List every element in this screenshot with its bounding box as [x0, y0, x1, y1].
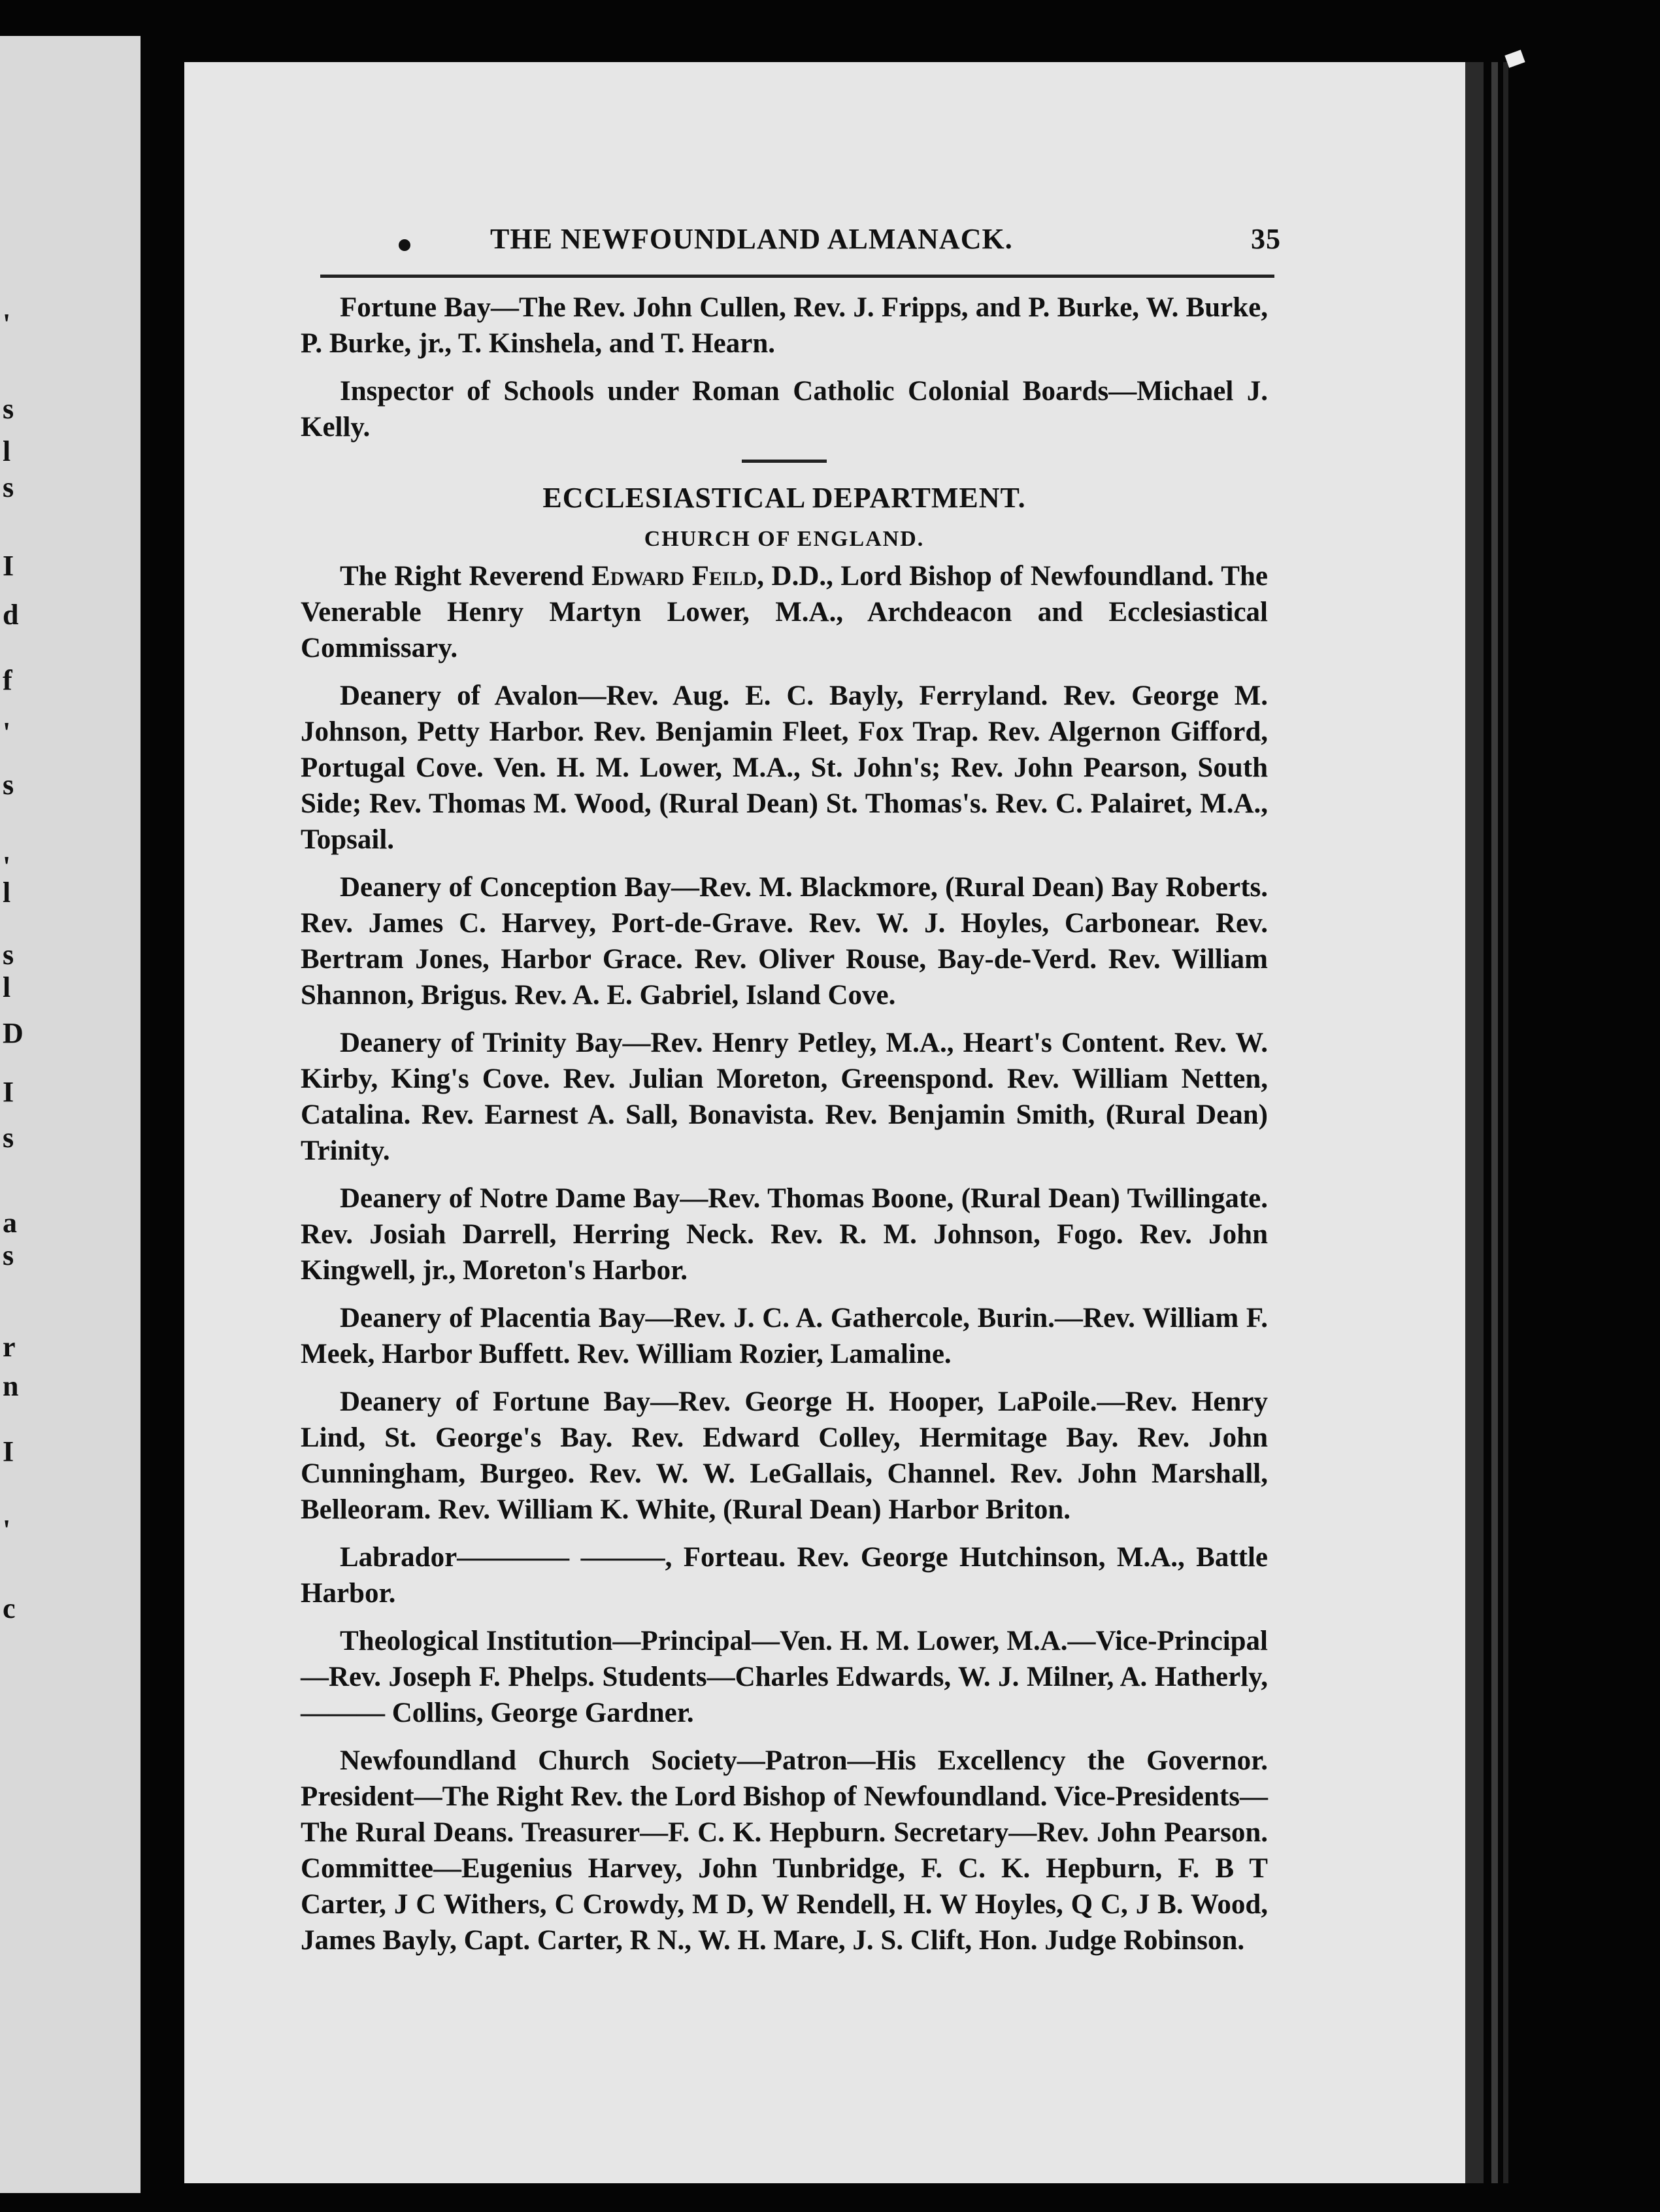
- section-subheading: CHURCH OF ENGLAND.: [644, 527, 925, 551]
- margin-glyph: l: [3, 877, 11, 909]
- page-edge: [1465, 62, 1484, 2183]
- margin-glyph: f: [3, 664, 12, 696]
- margin-glyph: ': [3, 1514, 11, 1546]
- deanery-notre-dame-bay: Deanery of Notre Dame Bay—Rev. Thomas Boone, (Rural Dean) Twillingate. Rev. Josiah Darrell, Herring Neck. Rev. R. M. Johnson, Fogo. Rev. John Kingwell, jr., Moreton's Harbor.: [301, 1183, 1268, 1286]
- section-divider: [742, 460, 827, 463]
- deanery-avalon: Deanery of Avalon—Rev. Aug. E. C. Bayly, Ferryland. Rev. George M. Johnson, Petty Harbor. Rev. Benjamin Fleet, Fox Trap. Rev. Algernon Gifford, Portugal Cove. Ven. H. M. Lower, M.A., St. John's; Rev. John Pearson, South Side; Rev. Thomas M. Wood, (Rural Dean) St. Thomas's. Rev. C. Palairet, M.A., Topsail.: [301, 680, 1268, 855]
- theological-institution-paragraph: Theological Institution—Principal—Ven. H. M. Lower, M.A.—Vice-Principal—Rev. Joseph F. Phelps. Students—Charles Edwards, W. J. Milner, A. Hatherly, ——— Collins, George Gardner.: [301, 1626, 1268, 1728]
- header-bullet: [399, 239, 410, 251]
- deanery-fortune-bay: Deanery of Fortune Bay—Rev. George H. Hooper, LaPoile.—Rev. Henry Lind, St. George's Bay. Rev. Edward Colley, Hermitage Bay. Rev. John Cunningham, Burgeo. Rev. W. W. LeGallais, Channel. Rev. John Marshall, Belleoram. Rev. William K. White, (Rural Dean) Harbor Briton.: [301, 1386, 1268, 1525]
- inspector-paragraph: Inspector of Schools under Roman Catholic Colonial Boards—Michael J. Kelly.: [301, 376, 1268, 443]
- adjacent-page-edge: [0, 36, 141, 2193]
- margin-glyph: s: [3, 471, 14, 503]
- margin-glyph: s: [3, 769, 14, 801]
- margin-glyph: r: [3, 1331, 16, 1363]
- margin-glyph: I: [3, 1435, 14, 1467]
- margin-glyph: a: [3, 1207, 17, 1239]
- bishop-name: Edward Feild: [591, 561, 757, 592]
- bishop-text-after: , D.D., Lord Bishop of Newfoundland. The Venerable Henry Martyn Lower, M.A., Archdeacon and Ecclesiastical Commissary.: [301, 561, 1268, 663]
- margin-glyph: ': [3, 716, 11, 748]
- page-number: 35: [1251, 223, 1281, 255]
- margin-glyph: n: [3, 1370, 19, 1402]
- bishop-text-before: The Right Reverend: [340, 561, 592, 592]
- adjacent-page-margin-glyphs: [0, 36, 26, 2193]
- margin-glyph: s: [3, 393, 14, 425]
- church-society-paragraph: Newfoundland Church Society—Patron—His Excellency the Governor. President—The Right Rev. the Lord Bishop of Newfoundland. Vice-Presidents—The Rural Deans. Treasurer—F. C. K. Hepburn. Secretary—Rev. John Pearson. Committee—Eugenius Harvey, John Tunbridge, F. C. K. Hepburn, F. B T Carter, J C Withers, C Crowdy, M D, W Rendell, H. W Hoyles, Q C, J B. Wood, James Bayly, Capt. Carter, R N., W. H. Mare, J. S. Clift, Hon. Judge Robinson.: [301, 1745, 1268, 1956]
- margin-glyph: ': [3, 308, 11, 340]
- deanery-conception-bay: Deanery of Conception Bay—Rev. M. Blackmore, (Rural Dean) Bay Roberts. Rev. James C. Harvey, Port-de-Grave. Rev. W. J. Hoyles, Carbonear. Rev. Bertram Jones, Harbor Grace. Rev. Oliver Rouse, Bay-de-Verd. Rev. William Shannon, Brigus. Rev. A. E. Gabriel, Island Cove.: [301, 872, 1268, 1011]
- margin-glyph: s: [3, 939, 14, 971]
- deanery-trinity-bay: Deanery of Trinity Bay—Rev. Henry Petley, M.A., Heart's Content. Rev. W. Kirby, King's Cove. Rev. Julian Moreton, Greenspond. Rev. William Netten, Catalina. Rev. Earnest A. Sall, Bonavista. Rev. Benjamin Smith, (Rural Dean) Trinity.: [301, 1028, 1268, 1166]
- page-edge: [1503, 62, 1508, 2183]
- margin-glyph: s: [3, 1122, 14, 1154]
- running-header: [301, 216, 1281, 275]
- margin-glyph: I: [3, 550, 14, 582]
- fortune-bay-paragraph: Fortune Bay—The Rev. John Cullen, Rev. J. Fripps, and P. Burke, W. Burke, P. Burke, jr., T. Kinshela, and T. Hearn.: [301, 292, 1268, 359]
- margin-glyph: ': [3, 850, 11, 882]
- bishop-paragraph: [301, 558, 1268, 666]
- header-rule: [320, 275, 1274, 278]
- page-corner-mark: [1504, 50, 1525, 68]
- margin-glyph: l: [3, 971, 11, 1003]
- margin-glyph: d: [3, 599, 19, 631]
- page-edge: [1491, 62, 1498, 2183]
- labrador-paragraph: Labrador———— ———, Forteau. Rev. George Hutchinson, M.A., Battle Harbor.: [301, 1542, 1268, 1609]
- running-title: THE NEWFOUNDLAND ALMANACK.: [490, 223, 1013, 255]
- margin-glyph: l: [3, 435, 11, 467]
- section-heading: ECCLESIASTICAL DEPARTMENT.: [542, 482, 1026, 514]
- margin-glyph: D: [3, 1017, 24, 1049]
- page-content: [301, 216, 1281, 1970]
- margin-glyph: I: [3, 1076, 14, 1108]
- margin-glyph: c: [3, 1592, 16, 1624]
- margin-glyph: s: [3, 1239, 14, 1271]
- deanery-placentia-bay: Deanery of Placentia Bay—Rev. J. C. A. Gathercole, Burin.—Rev. William F. Meek, Harbor Buffett. Rev. William Rozier, Lamaline.: [301, 1303, 1268, 1369]
